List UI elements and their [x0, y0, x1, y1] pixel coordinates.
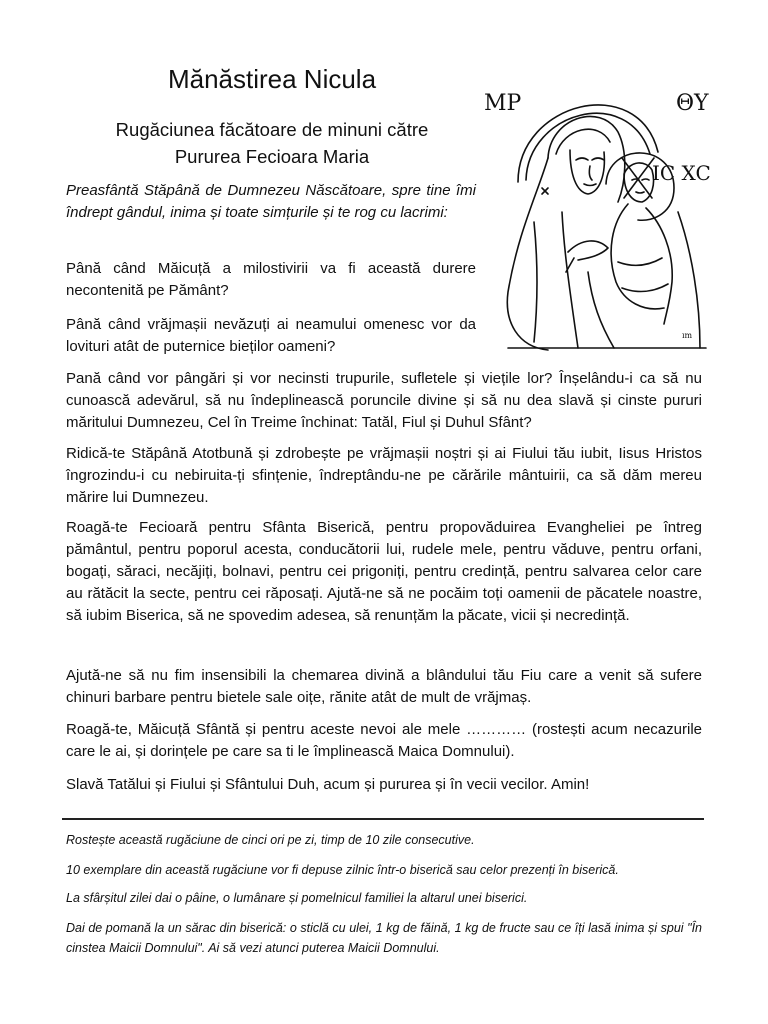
prayer-paragraph-8: Roagă-te, Măicuță Sfântă și pentru aceste nevoi ale mele ………… (rostești acum necazurile care le ai, și dorințele pe care sa ti le împlinească Maica Domnului).: [66, 721, 702, 760]
instruction-note-4: Dai de pomană la un sărac din biserică: o sticlă cu ulei, 1 kg de făină, 1 kg de fructe sau ce îți lasă inima și spui "În cinstea Maicii Domnului". Ai să vezi atunci puterea Maicii Domnului.: [66, 921, 702, 955]
monogram-ic-xc: IC XC: [652, 161, 711, 185]
prayer-paragraph-2: Până când Măicuță a milostivirii va fi această durere necontenită pe Pământ?: [66, 260, 476, 299]
virgin-mary-icon: [478, 62, 718, 352]
instruction-note-1: Rostește această rugăciune de cinci ori pe zi, timp de 10 zile consecutive.: [66, 833, 475, 847]
monogram-mp: MP: [484, 91, 522, 116]
page-subtitle: [80, 116, 464, 170]
page-title: Mănăstirea Nicula: [167, 64, 377, 94]
instruction-note-2: 10 exemplare din această rugăciune vor fi depuse zilnic într-o biserică sau celor prezenți în biserică.: [66, 863, 619, 877]
prayer-paragraph-9: Slavă Tatălui și Fiului și Sfântului Duh, acum și pururea și în vecii vecilor. Amin!: [66, 776, 590, 793]
subtitle-line-1: Rugăciunea făcătoare de minuni către: [115, 119, 429, 140]
prayer-paragraph-3: Până când vrăjmașii nevăzuți ai neamului omenesc vor da lovituri atât de puternice bieților oameni?: [66, 316, 476, 355]
section-divider: [62, 818, 704, 820]
prayer-paragraph-4: Pană când vor pângări și vor necinsti trupurile, sufletele și viețile lor? Înșelându-i ca să nu cunoască adevărul, să nu îndeplinească poruncile divine și să nu dea slavă și cinste pururi măritului Dumnezeu, Cel în Treime închinat: Tatăl, Fiul și Duhul Sfânt?: [66, 370, 702, 431]
monogram-theta-upsilon: ΘΥ: [676, 91, 709, 116]
subtitle-line-2: Pururea Fecioara Maria: [174, 146, 370, 167]
prayer-paragraph-5: Ridică-te Stăpână Atotbună și zdrobește pe vrăjmașii noștri și ai Fiului tău iubit, Iisus Hristos îngrozindu-i cu nebiruita-ți sfințenie, îndreptându-ne pe cărările mântuirii, ca să dăm mereu mărire lui Dumnezeu.: [66, 445, 702, 506]
prayer-paragraph-6: Roagă-te Fecioară pentru Sfânta Biserică, pentru propovăduirea Evangheliei pe întreg pământul, pentru poporul acesta, conducătorii lui, rudele mele, pentru văduve, pentru orfani, bogați, săraci, necăjiți, bolnavi, pentru cei prigoniți, pentru credință, pentru salvarea celor care au rătăcit la secte, pentru cei răposați. Ajută-ne să ne pocăim toți oamenii de păcatele noastre, să iubim Biserica, să ne spovedim adesea, să renunțăm la păcate, vicii și necredință.: [66, 519, 702, 624]
instruction-note-3: La sfârșitul zilei dai o pâine, o lumânare și pomelnicul familiei la altarul unei biserici.: [66, 891, 528, 905]
svg-text:ım: ım: [682, 331, 693, 340]
prayer-paragraph-7: Ajută-ne să nu fim insensibili la chemarea divină a blândului tău Fiu care a venit să sufere chinuri barbare pentru bietele sale oițe, rănite atât de mult de vrăjmaș.: [66, 667, 702, 706]
prayer-paragraph-1: Preasfântă Stăpână de Dumnezeu Născătoare, spre tine îmi îndrept gândul, inima și toate simțurile și te rog cu lacrimi:: [66, 182, 476, 221]
